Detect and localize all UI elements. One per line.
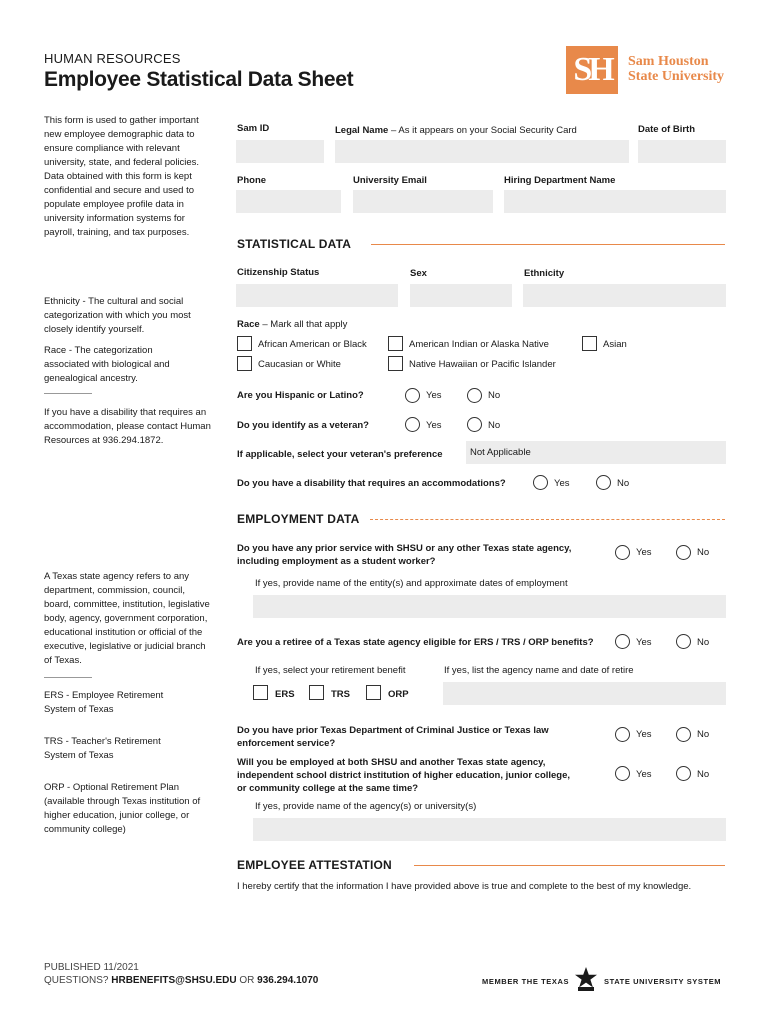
logo-line-1: Sam Houston [628, 54, 709, 69]
dual-no-label: No [697, 769, 710, 780]
legal-name-field[interactable] [335, 140, 629, 163]
ethnicity-label: Ethnicity [524, 268, 565, 279]
prior-service-no-label: No [697, 547, 710, 558]
dob-field[interactable] [638, 140, 726, 163]
race-asian-checkbox[interactable] [582, 336, 597, 351]
member-left: MEMBER THE TEXAS [482, 977, 570, 986]
retiree-no-label: No [697, 637, 710, 648]
department-label: HUMAN RESOURCES [44, 51, 181, 66]
trs-note: TRS - Teacher's Retirement System of Texas [44, 736, 161, 761]
dob-label: Date of Birth [638, 124, 695, 135]
dept-label: Hiring Department Name [504, 175, 616, 186]
citizenship-label: Citizenship Status [237, 267, 320, 278]
retiree-question: Are you a retiree of a Texas state agency eligible for ERS / TRS / ORP benefits? [237, 637, 594, 648]
hr-phone: 936.294.1070 [257, 975, 319, 986]
section-rule [414, 865, 725, 866]
hispanic-no-radio[interactable] [467, 388, 482, 403]
retire-agency-hint: If yes, list the agency name and date of retire [444, 665, 634, 676]
ethnicity-note: Ethnicity - The cultural and social categorization with which you most closely identify yourself. [44, 296, 191, 335]
published-date: PUBLISHED 11/2021 [44, 962, 139, 973]
ethnicity-select[interactable] [523, 284, 726, 307]
logo-mark: SH [566, 46, 618, 94]
trs-checkbox[interactable] [309, 685, 324, 700]
section-rule [371, 244, 725, 245]
dual-yes-label: Yes [636, 769, 652, 780]
trs-label: TRS [331, 689, 350, 700]
retire-benefit-hint: If yes, select your retirement benefit [255, 665, 406, 676]
dual-no-radio[interactable] [676, 766, 691, 781]
prior-service-yes-radio[interactable] [615, 545, 630, 560]
race-caucasian-label: Caucasian or White [258, 359, 341, 370]
tdcj-no-label: No [697, 729, 710, 740]
race-note: Race - The categorization associated with biological and genealogical ancestry. [44, 345, 170, 384]
email-label: University Email [353, 175, 427, 186]
veteran-no-label: No [488, 420, 501, 431]
disability-note: If you have a disability that requires an accommodation, please contact Human Resources at 936.294.1872. [44, 407, 211, 446]
university-logo [566, 46, 736, 96]
disability-yes-radio[interactable] [533, 475, 548, 490]
prior-service-field[interactable] [253, 595, 726, 618]
email-field[interactable] [353, 190, 493, 213]
prior-service-yes-label: Yes [636, 547, 652, 558]
race-hawaiian-checkbox[interactable] [388, 356, 403, 371]
veteran-question: Do you identify as a veteran? [237, 420, 369, 431]
phone-field[interactable] [236, 190, 341, 213]
disability-yes-label: Yes [554, 478, 570, 489]
dept-field[interactable] [504, 190, 726, 213]
dual-yes-radio[interactable] [615, 766, 630, 781]
hispanic-yes-radio[interactable] [405, 388, 420, 403]
sam-id-field[interactable] [236, 140, 324, 163]
citizenship-select[interactable] [236, 284, 398, 307]
retiree-yes-radio[interactable] [615, 634, 630, 649]
ers-checkbox[interactable] [253, 685, 268, 700]
prior-service-question: Do you have any prior service with SHSU or any other Texas state agency, including employment as a student worker? [237, 543, 572, 567]
orp-checkbox[interactable] [366, 685, 381, 700]
tdcj-question: Do you have prior Texas Department of Criminal Justice or Texas law enforcement service? [237, 725, 549, 749]
veteran-pref-value: Not Applicable [470, 447, 531, 458]
sex-select[interactable] [410, 284, 512, 307]
race-african-label: African American or Black [258, 339, 367, 350]
page-title: Employee Statistical Data Sheet [44, 68, 354, 91]
veteran-no-radio[interactable] [467, 417, 482, 432]
race-american-indian-checkbox[interactable] [388, 336, 403, 351]
hispanic-question: Are you Hispanic or Latino? [237, 390, 364, 401]
agency-note: A Texas state agency refers to any department, commission, council, board, committee, institution, legislative body, agency, government corporation, educational institution or official of the executive, legislative or judicial branch of Texas. [44, 571, 210, 666]
orp-label: ORP [388, 689, 409, 700]
tdcj-no-radio[interactable] [676, 727, 691, 742]
race-label: Race – Mark all that apply [237, 319, 348, 330]
prior-service-no-radio[interactable] [676, 545, 691, 560]
orp-note: ORP - Optional Retirement Plan (available through Texas institution of higher education, junior college, or community college) [44, 782, 201, 835]
sam-id-label: Sam ID [237, 123, 270, 134]
hispanic-no-label: No [488, 390, 501, 401]
retire-agency-field[interactable] [443, 682, 726, 705]
legal-name-label: Legal Name – As it appears on your Social Security Card [335, 125, 577, 136]
sex-label: Sex [410, 268, 427, 279]
dual-employment-question: Will you be employed at both SHSU and another Texas state agency, independent school district institution of higher education, junior college, or community college at the same time? [237, 757, 571, 794]
questions-line: QUESTIONS? HRBENEFITS@SHSU.EDU OR 936.294.1070 [44, 975, 319, 986]
tdcj-yes-label: Yes [636, 729, 652, 740]
employment-heading: EMPLOYMENT DATA [237, 512, 360, 526]
veteran-yes-label: Yes [426, 420, 442, 431]
hispanic-yes-label: Yes [426, 390, 442, 401]
texas-star-icon [574, 966, 598, 992]
dual-employment-field[interactable] [253, 818, 726, 841]
retiree-no-radio[interactable] [676, 634, 691, 649]
section-rule [370, 519, 725, 520]
divider [44, 393, 92, 394]
intro-text: This form is used to gather important new employee demographic data to ensure compliance with relevant university, state, and federal policies. Data obtained with this form is kept confidential and secure and used to populate employee profile data in university information systems for payroll, training, and tax purposes. [44, 115, 200, 238]
disability-no-radio[interactable] [596, 475, 611, 490]
disability-question: Do you have a disability that requires an accommodations? [237, 478, 506, 489]
retiree-yes-label: Yes [636, 637, 652, 648]
prior-service-hint: If yes, provide name of the entity(s) and approximate dates of employment [255, 578, 568, 589]
disability-no-label: No [617, 478, 630, 489]
veteran-yes-radio[interactable] [405, 417, 420, 432]
statistical-heading: STATISTICAL DATA [237, 237, 352, 251]
member-right: STATE UNIVERSITY SYSTEM [604, 977, 722, 986]
hr-email[interactable]: HRBENEFITS@SHSU.EDU [111, 975, 237, 986]
tdcj-yes-radio[interactable] [615, 727, 630, 742]
divider [44, 677, 92, 678]
veteran-pref-select[interactable] [466, 441, 726, 464]
veteran-pref-question: If applicable, select your veteran's preference [237, 449, 443, 460]
phone-label: Phone [237, 175, 267, 186]
attestation-text: I hereby certify that the information I have provided above is true and complete to the best of my knowledge. [237, 881, 692, 892]
ers-note: ERS - Employee Retirement System of Texas [44, 690, 164, 715]
ers-label: ERS [275, 689, 295, 700]
race-caucasian-checkbox[interactable] [237, 356, 252, 371]
race-american-indian-label: American Indian or Alaska Native [409, 339, 549, 350]
dual-hint: If yes, provide name of the agency(s) or university(s) [255, 801, 477, 812]
race-african-checkbox[interactable] [237, 336, 252, 351]
logo-line-2: State University [628, 69, 725, 84]
race-asian-label: Asian [603, 339, 627, 350]
race-hawaiian-label: Native Hawaiian or Pacific Islander [409, 359, 556, 370]
attestation-heading: EMPLOYEE ATTESTATION [237, 858, 392, 872]
